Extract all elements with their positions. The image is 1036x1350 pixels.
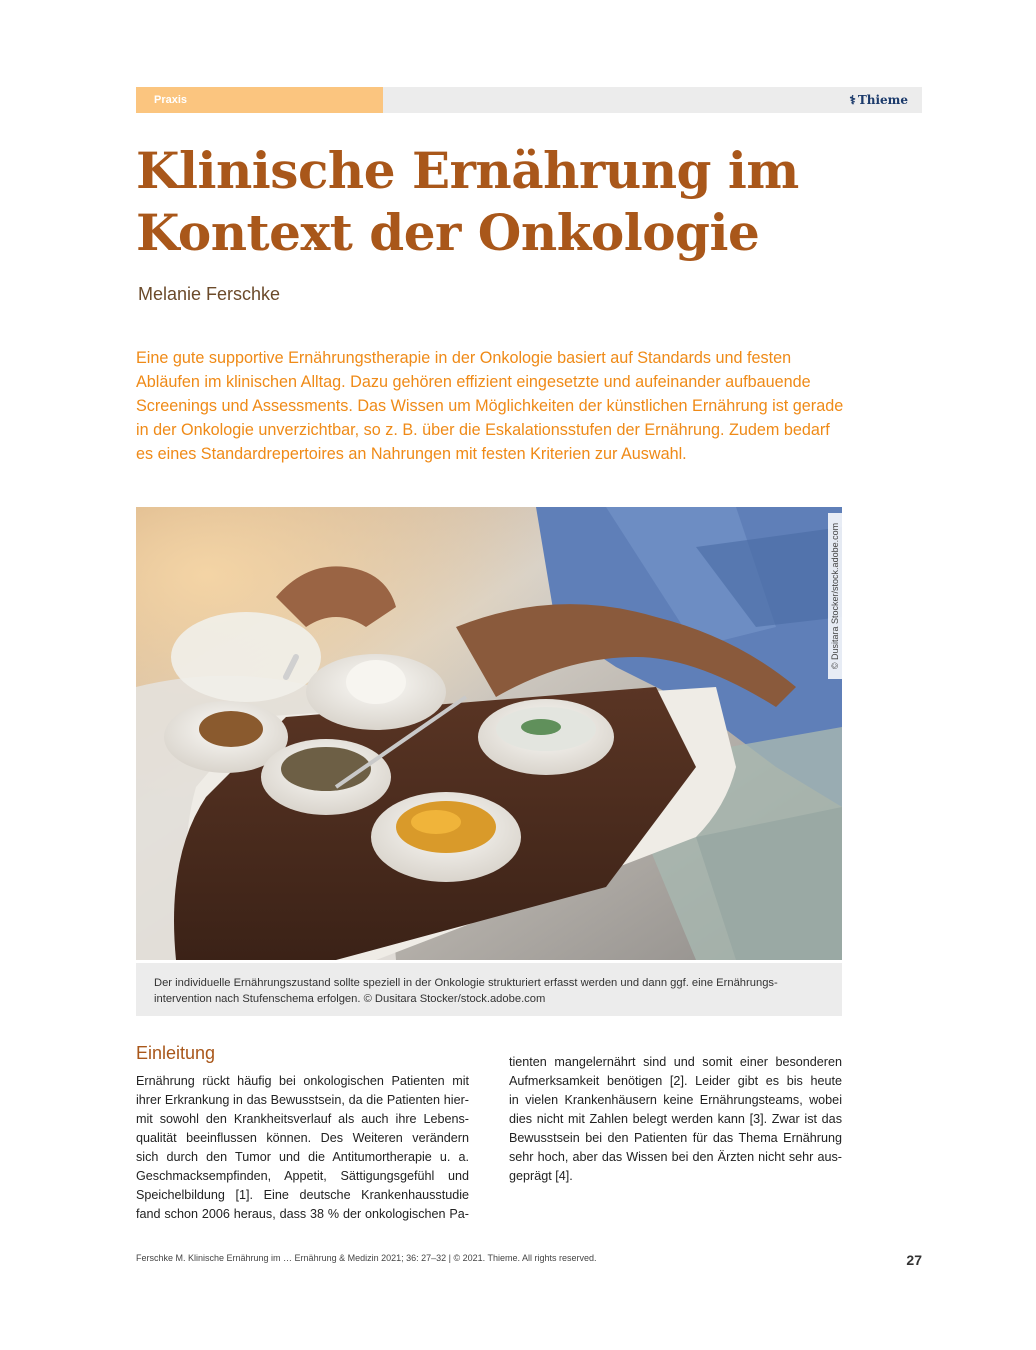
article-title-line-2: Kontext der Onkologie	[136, 203, 760, 262]
figure-caption	[136, 963, 842, 1016]
body-line: in vielen Krankenhäusern keine Ernährungsteams, wobei	[509, 1093, 842, 1107]
publisher-logo	[849, 87, 908, 113]
page-number: 27	[906, 1252, 922, 1268]
body-line: qualität beeinflussen können. Des Weiteren verändern	[136, 1131, 469, 1145]
body-line: Bewusstsein bei den Patienten für das Thema Ernährung	[509, 1131, 842, 1145]
article-author: Melanie Ferschke	[138, 284, 281, 304]
thieme-logo-icon: ⚕	[849, 93, 856, 107]
caption-line-2: intervention nach Stufenschema erfolgen. © Dusitara Stocker/stock.adobe.com	[154, 993, 546, 1005]
body-line: mit sowohl den Krankheitsverlauf als auch ihre Lebens-	[136, 1112, 469, 1126]
publisher-name: Thieme	[857, 93, 908, 107]
caption-line-1: Der individuelle Ernährungszustand sollte speziell in der Onkologie strukturiert erfasst werden und dann ggf. eine Ernährungs-	[154, 977, 778, 989]
article-abstract: Eine gute supportive Ernährungstherapie in der Onkologie basiert auf Standards und festen Abläufen im klinischen Alltag. Dazu gehören effizient eingesetzte und aufeinander aufbauende Screenings und Assessments. Das Wissen um Möglichkeiten der künstlichen Ernährung ist gerade in der Onkologie unverzichtbar, so z. B. über die Eskalationsstufen der Ernährung. Zudem bedarf es eines Standardrepertoires an Nahrungen mit festen Kriterien zur Auswahl.	[136, 349, 844, 463]
body-line: ihrer Erkrankung in das Bewusstsein, da die Patienten hier-	[136, 1093, 469, 1107]
body-line: sich durch den Tumor und die Antitumortherapie u. a.	[136, 1150, 469, 1164]
body-line: tienten mangelernährt sind und somit einer besonderen	[509, 1055, 842, 1069]
footer-citation: Ferschke M. Klinische Ernährung im … Ernährung & Medizin 2021; 36: 27–32 | © 2021. Thieme. All rights reserved.	[136, 1253, 597, 1263]
body-column-left	[136, 1072, 469, 1224]
body-line: Speichelbildung [1]. Eine deutsche Krankenhausstudie	[136, 1188, 469, 1202]
body-line: geprägt [4].	[509, 1169, 573, 1183]
header-bar	[136, 87, 922, 113]
body-line: sehr hoch, aber das Wissen bei den Ärzten nicht sehr aus-	[509, 1150, 842, 1164]
body-line: Aufmerksamkeit benötigen [2]. Leider gibt es bis heute	[509, 1074, 842, 1088]
body-line: Ernährung rückt häufig bei onkologischen Patienten mit	[136, 1074, 469, 1088]
body-line: fand schon 2006 heraus, dass 38 % der onkologischen Pa-	[136, 1207, 469, 1221]
hospital-meal-photo	[136, 507, 842, 960]
photo-credit-text: © Dusitara Stocker/stock.adobe.com	[830, 522, 840, 670]
body-column-right	[509, 1053, 842, 1186]
body-line: Geschmacksempfinden, Appetit, Sättigungsgefühl und	[136, 1169, 469, 1183]
article-title-line-1: Klinische Ernährung im	[136, 141, 799, 200]
article-figure	[136, 507, 842, 960]
section-label: Praxis	[136, 87, 383, 113]
article-title	[136, 140, 856, 264]
body-line: dies nicht mit Zahlen belegt werden kann [3]. Zwar ist das	[509, 1112, 842, 1126]
section-heading-einleitung: Einleitung	[136, 1043, 216, 1063]
photo-credit	[828, 513, 842, 679]
